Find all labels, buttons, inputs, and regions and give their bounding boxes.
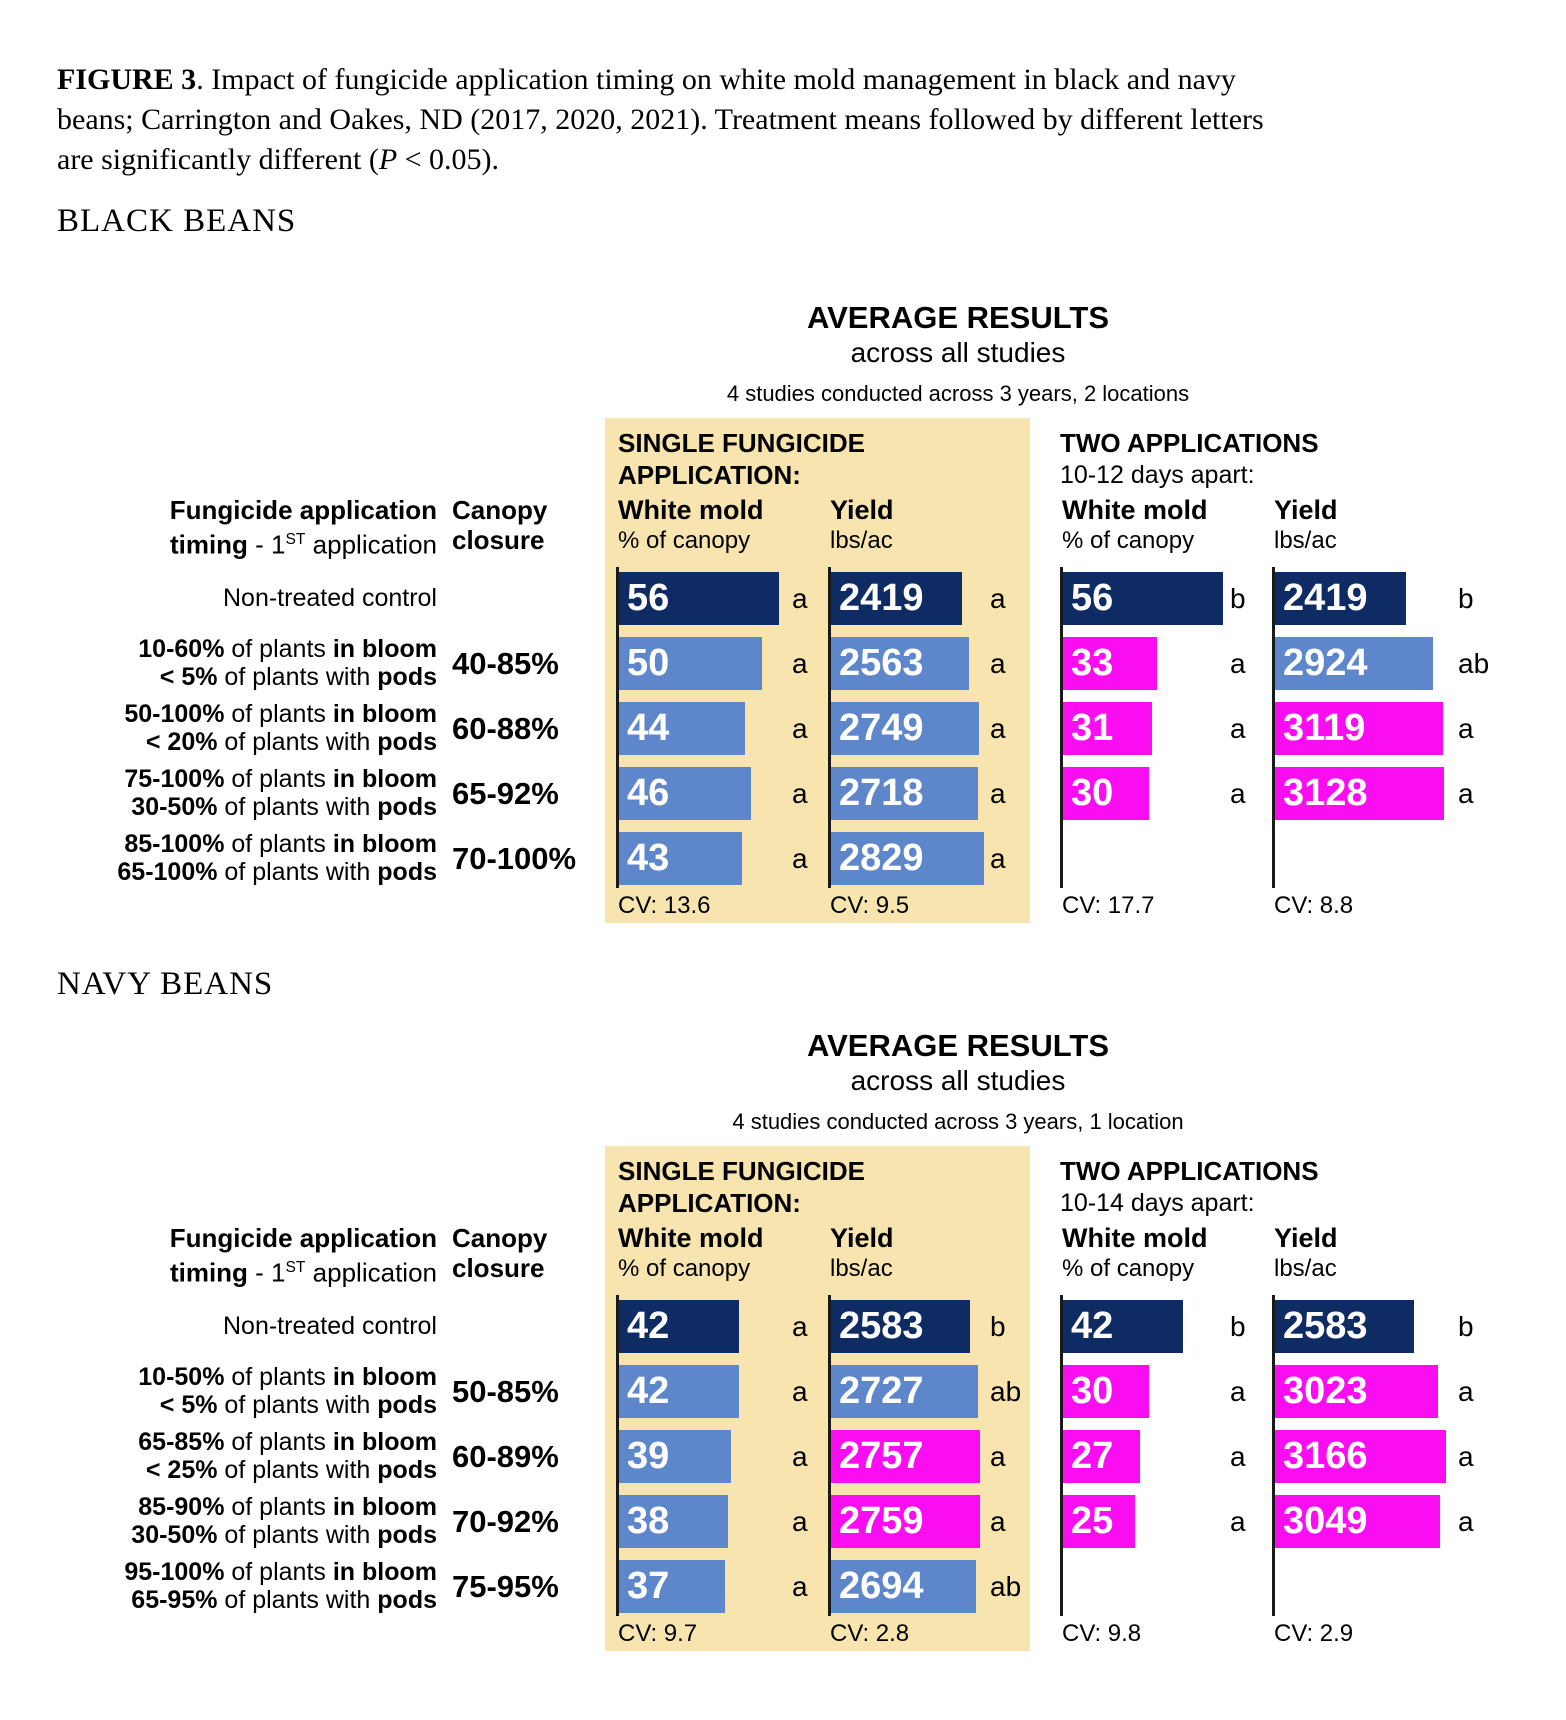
- bar-two-white-mold: [1063, 767, 1149, 820]
- avg-results-subheading: across all studies: [850, 337, 1066, 368]
- bar-value: 46: [627, 772, 670, 814]
- significance-letter: a: [1230, 778, 1246, 809]
- bar-value: 42: [1071, 1305, 1114, 1347]
- significance-letter: a: [1458, 1506, 1474, 1537]
- text-segment: 85-90%: [138, 1493, 225, 1521]
- text-segment: 10-60%: [138, 635, 225, 663]
- canopy-value: 65-92%: [452, 776, 559, 811]
- text-segment: Fungicide application: [169, 495, 437, 525]
- significance-letter: a: [990, 713, 1006, 744]
- text-segment: < 25%: [145, 1456, 218, 1484]
- text-segment: of plants: [224, 1428, 333, 1456]
- avg-results-heading: AVERAGE RESULTS: [807, 1028, 1109, 1063]
- row-label-line: [52, 1363, 437, 1391]
- text-segment: Non-treated control: [222, 1312, 437, 1340]
- text-segment: of plants with: [217, 1521, 378, 1549]
- text-segment: < 5%: [159, 663, 218, 691]
- significance-letter: a: [792, 1441, 808, 1472]
- group-header-two-applications-line2: 10-14 days apart:: [1060, 1189, 1255, 1217]
- canopy-header-line: [452, 1223, 547, 1253]
- bar-single-yield: [831, 572, 962, 625]
- column-unit-single-yield: lbs/ac: [830, 527, 893, 554]
- significance-letter: a: [990, 1441, 1006, 1472]
- canopy-value: 70-100%: [452, 841, 577, 876]
- row-label-line: [52, 1586, 437, 1614]
- bar-value: 3119: [1283, 707, 1366, 749]
- row-label: [52, 1558, 437, 1614]
- column-unit-single-yield: lbs/ac: [830, 1255, 893, 1282]
- row-label-line: [52, 584, 437, 612]
- bar-single-yield: [831, 1300, 970, 1353]
- text-segment: of plants: [224, 765, 333, 793]
- group-header-single-application-line1: SINGLE FUNGICIDE: [618, 1156, 866, 1186]
- avg-results-subheading: across all studies: [850, 1065, 1066, 1096]
- bar-single-yield: [831, 832, 984, 885]
- text-segment: of plants with: [217, 663, 378, 691]
- text-segment: 65-100%: [117, 858, 218, 886]
- row-label-line: [52, 1521, 437, 1549]
- column-header-single-white-mold: White mold: [618, 495, 764, 525]
- column-unit-two-white-mold: % of canopy: [1062, 1255, 1195, 1282]
- bar-single-white-mold: [619, 1560, 725, 1613]
- text-segment: Fungicide application: [169, 1223, 437, 1253]
- bar-value: 3023: [1283, 1370, 1368, 1412]
- bar-two-white-mold: [1063, 1365, 1149, 1418]
- text-segment: in bloom: [332, 1493, 437, 1521]
- canopy-value: 40-85%: [452, 646, 559, 681]
- text-segment: ST: [285, 1259, 306, 1276]
- section-title: BLACK BEANS: [57, 203, 297, 239]
- row-label-line: [52, 728, 437, 756]
- row-label-line: [52, 1493, 437, 1521]
- text-segment: of plants with: [217, 1586, 378, 1614]
- text-segment: < 5%: [159, 1391, 218, 1419]
- canopy-value: 60-89%: [452, 1439, 559, 1474]
- row-label: [52, 635, 437, 691]
- bar-value: 2757: [839, 1435, 924, 1477]
- row-header-line: [107, 525, 437, 560]
- significance-letter: a: [792, 1376, 808, 1407]
- text-segment: 65-85%: [138, 1428, 225, 1456]
- cv-label-two-yield: CV: 8.8: [1274, 892, 1354, 919]
- column-header-single-yield: Yield: [830, 1223, 894, 1253]
- column-header-two-yield: Yield: [1274, 495, 1338, 525]
- bar-single-white-mold: [619, 1495, 728, 1548]
- significance-letter: a: [792, 778, 808, 809]
- text-segment: of plants with: [217, 858, 378, 886]
- bar-single-yield: [831, 702, 979, 755]
- significance-letter: ab: [990, 1376, 1022, 1407]
- text-segment: 30-50%: [131, 1521, 218, 1549]
- bar-value: 33: [1071, 642, 1114, 684]
- text-segment: 30-50%: [131, 793, 218, 821]
- text-segment: Non-treated control: [222, 584, 437, 612]
- row-label-line: [52, 858, 437, 886]
- group-header-two-applications-line2: 10-12 days apart:: [1060, 461, 1255, 489]
- significance-letter: a: [1458, 1376, 1474, 1407]
- bar-two-white-mold: [1063, 1495, 1135, 1548]
- text-segment: pods: [377, 793, 437, 821]
- bar-two-yield: [1275, 1365, 1438, 1418]
- text-segment: < 0.05).: [397, 143, 500, 176]
- text-segment: in bloom: [332, 1363, 437, 1391]
- bar-single-white-mold: [619, 767, 751, 820]
- bar-single-white-mold: [619, 1430, 731, 1483]
- row-label-line: [52, 700, 437, 728]
- row-label: [52, 765, 437, 821]
- bar-two-white-mold: [1063, 702, 1152, 755]
- bar-value: 30: [1071, 772, 1114, 814]
- significance-letter: a: [1458, 713, 1474, 744]
- group-header-two-applications-line1: TWO APPLICATIONS: [1060, 1156, 1319, 1186]
- bar-value: 56: [1071, 577, 1114, 619]
- row-header-line: [107, 1253, 437, 1288]
- bar-single-yield: [831, 1495, 980, 1548]
- text-segment: of plants: [224, 830, 333, 858]
- bar-value: 2419: [839, 577, 924, 619]
- text-segment: . Impact of fungicide application timing on white mold management in black and navy beans; Carrington and Oakes, ND (2017, 2020, 2021). Treatment means followed by different letters are significantly different (: [57, 63, 1264, 176]
- bar-value: 44: [627, 707, 670, 749]
- bar-value: 31: [1071, 707, 1114, 749]
- text-segment: 75-100%: [124, 765, 225, 793]
- bar-value: 42: [627, 1305, 670, 1347]
- text-segment: in bloom: [332, 700, 437, 728]
- bar-single-yield: [831, 1560, 976, 1613]
- bar-single-yield: [831, 637, 969, 690]
- bar-single-white-mold: [619, 832, 742, 885]
- significance-letter: a: [1458, 1441, 1474, 1472]
- cv-label-two-white-mold: CV: 9.8: [1062, 1620, 1142, 1647]
- canopy-value: 60-88%: [452, 711, 559, 746]
- significance-letter: a: [990, 583, 1006, 614]
- column-unit-two-yield: lbs/ac: [1274, 527, 1337, 554]
- text-segment: of plants with: [217, 1456, 378, 1484]
- text-segment: P: [378, 143, 398, 176]
- row-label: [52, 830, 437, 886]
- row-label-line: [52, 1312, 437, 1340]
- bar-value: 43: [627, 837, 670, 879]
- significance-letter: b: [1230, 1311, 1246, 1342]
- column-header-two-white-mold: White mold: [1062, 495, 1208, 525]
- row-label: [52, 700, 437, 756]
- canopy-closure-header: [452, 1223, 547, 1283]
- bar-value: 27: [1071, 1435, 1114, 1477]
- bar-value: 56: [627, 577, 670, 619]
- cv-label-single-yield: CV: 2.8: [830, 1620, 910, 1647]
- group-header-single-application-line2: APPLICATION:: [618, 1188, 801, 1218]
- avg-results-heading: AVERAGE RESULTS: [807, 300, 1109, 335]
- column-header-two-white-mold: White mold: [1062, 1223, 1208, 1253]
- text-segment: of plants: [224, 635, 333, 663]
- figure-caption: [57, 60, 1302, 180]
- significance-letter: a: [792, 1311, 808, 1342]
- row-label: [52, 1428, 437, 1484]
- bar-two-yield: [1275, 1430, 1446, 1483]
- significance-letter: a: [990, 1506, 1006, 1537]
- bar-value: 39: [627, 1435, 670, 1477]
- text-segment: application: [305, 1257, 437, 1288]
- text-segment: - 1: [247, 1257, 286, 1288]
- text-segment: timing: [169, 529, 248, 560]
- bar-value: 3166: [1283, 1435, 1368, 1477]
- row-label-line: [52, 663, 437, 691]
- text-segment: of plants: [224, 1493, 333, 1521]
- bar-two-white-mold: [1063, 1430, 1140, 1483]
- bar-value: 42: [627, 1370, 670, 1412]
- cv-label-two-white-mold: CV: 17.7: [1062, 892, 1155, 919]
- significance-letter: ab: [990, 1571, 1022, 1602]
- bar-value: 2419: [1283, 577, 1368, 619]
- text-segment: of plants with: [217, 793, 378, 821]
- text-segment: 85-100%: [124, 830, 225, 858]
- column-header-single-white-mold: White mold: [618, 1223, 764, 1253]
- bar-value: 30: [1071, 1370, 1114, 1412]
- text-segment: in bloom: [332, 830, 437, 858]
- bar-value: 2759: [839, 1500, 924, 1542]
- bar-value: 2727: [839, 1370, 924, 1412]
- text-segment: in bloom: [332, 635, 437, 663]
- text-segment: - 1: [247, 529, 286, 560]
- bar-single-yield: [831, 1365, 978, 1418]
- row-column-header: [107, 495, 437, 560]
- canopy-closure-header: [452, 495, 547, 555]
- significance-letter: a: [1458, 778, 1474, 809]
- significance-letter: a: [1230, 713, 1246, 744]
- text-segment: closure: [452, 1253, 545, 1283]
- significance-letter: a: [990, 843, 1006, 874]
- text-segment: pods: [377, 1456, 437, 1484]
- column-unit-two-yield: lbs/ac: [1274, 1255, 1337, 1282]
- bar-single-yield: [831, 767, 978, 820]
- bar-two-yield: [1275, 1300, 1414, 1353]
- text-segment: in bloom: [332, 1558, 437, 1586]
- column-header-two-yield: Yield: [1274, 1223, 1338, 1253]
- text-segment: 50-100%: [124, 700, 225, 728]
- significance-letter: a: [792, 1571, 808, 1602]
- bar-two-white-mold: [1063, 1300, 1183, 1353]
- significance-letter: a: [1230, 1506, 1246, 1537]
- bar-two-yield: [1275, 572, 1406, 625]
- text-segment: < 20%: [145, 728, 218, 756]
- canopy-header-line: [452, 1253, 547, 1283]
- canopy-header-line: [452, 495, 547, 525]
- cv-label-single-yield: CV: 9.5: [830, 892, 910, 919]
- section-title: NAVY BEANS: [57, 966, 274, 1002]
- text-segment: timing: [169, 1257, 248, 1288]
- significance-letter: a: [990, 778, 1006, 809]
- row-label-line: [52, 765, 437, 793]
- column-header-single-yield: Yield: [830, 495, 894, 525]
- row-label-line: [52, 1428, 437, 1456]
- cv-label-two-yield: CV: 2.9: [1274, 1620, 1354, 1647]
- row-label-line: [52, 1456, 437, 1484]
- significance-letter: b: [1458, 583, 1474, 614]
- bar-value: 2583: [839, 1305, 924, 1347]
- row-label-line: [52, 1558, 437, 1586]
- text-segment: of plants: [224, 1558, 333, 1586]
- group-header-single-application-line1: SINGLE FUNGICIDE: [618, 428, 866, 458]
- bar-value: 2583: [1283, 1305, 1368, 1347]
- significance-letter: a: [1230, 1441, 1246, 1472]
- text-segment: of plants: [224, 700, 333, 728]
- row-label-line: [52, 830, 437, 858]
- row-label-line: [52, 635, 437, 663]
- significance-letter: b: [1458, 1311, 1474, 1342]
- text-segment: closure: [452, 525, 545, 555]
- row-label: [52, 1363, 437, 1419]
- row-label: [52, 1493, 437, 1549]
- bar-single-white-mold: [619, 572, 779, 625]
- bar-single-white-mold: [619, 1365, 739, 1418]
- text-segment: pods: [377, 728, 437, 756]
- bar-two-yield: [1275, 1495, 1440, 1548]
- text-segment: of plants with: [217, 1391, 378, 1419]
- text-segment: pods: [377, 1521, 437, 1549]
- significance-letter: b: [990, 1311, 1006, 1342]
- row-column-header: [107, 1223, 437, 1288]
- bar-two-yield: [1275, 767, 1444, 820]
- bar-value: 50: [627, 642, 670, 684]
- cv-label-single-white-mold: CV: 13.6: [618, 892, 711, 919]
- bar-value: 2694: [839, 1565, 924, 1607]
- text-segment: 95-100%: [124, 1558, 225, 1586]
- group-header-single-application-line2: APPLICATION:: [618, 460, 801, 490]
- bar-two-yield: [1275, 637, 1433, 690]
- text-segment: of plants: [224, 1363, 333, 1391]
- group-header-two-applications-line1: TWO APPLICATIONS: [1060, 428, 1319, 458]
- bar-single-white-mold: [619, 637, 762, 690]
- text-segment: 65-95%: [131, 1586, 218, 1614]
- text-segment: 10-50%: [138, 1363, 225, 1391]
- significance-letter: a: [1230, 648, 1246, 679]
- bar-single-white-mold: [619, 1300, 739, 1353]
- text-segment: FIGURE 3: [57, 63, 197, 96]
- bar-value: 2749: [839, 707, 924, 749]
- significance-letter: a: [792, 1506, 808, 1537]
- text-segment: in bloom: [332, 1428, 437, 1456]
- text-segment: application: [305, 529, 437, 560]
- canopy-value: 70-92%: [452, 1504, 559, 1539]
- significance-letter: a: [1230, 1376, 1246, 1407]
- text-segment: Canopy: [452, 495, 548, 525]
- row-label-line: [52, 793, 437, 821]
- bar-value: 38: [627, 1500, 670, 1542]
- row-label-line: [52, 1391, 437, 1419]
- bar-single-white-mold: [619, 702, 745, 755]
- text-segment: ST: [285, 531, 306, 548]
- bar-value: 2718: [839, 772, 924, 814]
- bar-two-yield: [1275, 702, 1443, 755]
- row-header-line: [107, 495, 437, 525]
- cv-label-single-white-mold: CV: 9.7: [618, 1620, 698, 1647]
- bar-two-white-mold: [1063, 637, 1157, 690]
- text-segment: in bloom: [332, 765, 437, 793]
- significance-letter: a: [792, 713, 808, 744]
- text-segment: pods: [377, 858, 437, 886]
- column-unit-two-white-mold: % of canopy: [1062, 527, 1195, 554]
- significance-letter: a: [990, 648, 1006, 679]
- study-note: 4 studies conducted across 3 years, 2 locations: [726, 381, 1190, 406]
- column-unit-single-white-mold: % of canopy: [618, 1255, 751, 1282]
- significance-letter: ab: [1458, 648, 1490, 679]
- significance-letter: a: [792, 843, 808, 874]
- text-segment: pods: [377, 663, 437, 691]
- significance-letter: a: [792, 648, 808, 679]
- row-header-line: [107, 1223, 437, 1253]
- text-segment: Canopy: [452, 1223, 548, 1253]
- column-unit-single-white-mold: % of canopy: [618, 527, 751, 554]
- bar-value: 2829: [839, 837, 924, 879]
- canopy-value: 75-95%: [452, 1569, 559, 1604]
- significance-letter: a: [792, 583, 808, 614]
- bar-two-white-mold: [1063, 572, 1223, 625]
- bar-single-yield: [831, 1430, 980, 1483]
- bar-value: 25: [1071, 1500, 1114, 1542]
- bar-value: 2924: [1283, 642, 1368, 684]
- text-segment: pods: [377, 1391, 437, 1419]
- canopy-header-line: [452, 525, 547, 555]
- canopy-value: 50-85%: [452, 1374, 559, 1409]
- row-label: [52, 584, 437, 612]
- bar-value: 3128: [1283, 772, 1368, 814]
- study-note: 4 studies conducted across 3 years, 1 location: [732, 1109, 1184, 1134]
- row-label: [52, 1312, 437, 1340]
- bar-value: 2563: [839, 642, 924, 684]
- significance-letter: b: [1230, 583, 1246, 614]
- text-segment: pods: [377, 1586, 437, 1614]
- bar-value: 3049: [1283, 1500, 1368, 1542]
- bar-value: 37: [627, 1565, 670, 1607]
- text-segment: of plants with: [217, 728, 378, 756]
